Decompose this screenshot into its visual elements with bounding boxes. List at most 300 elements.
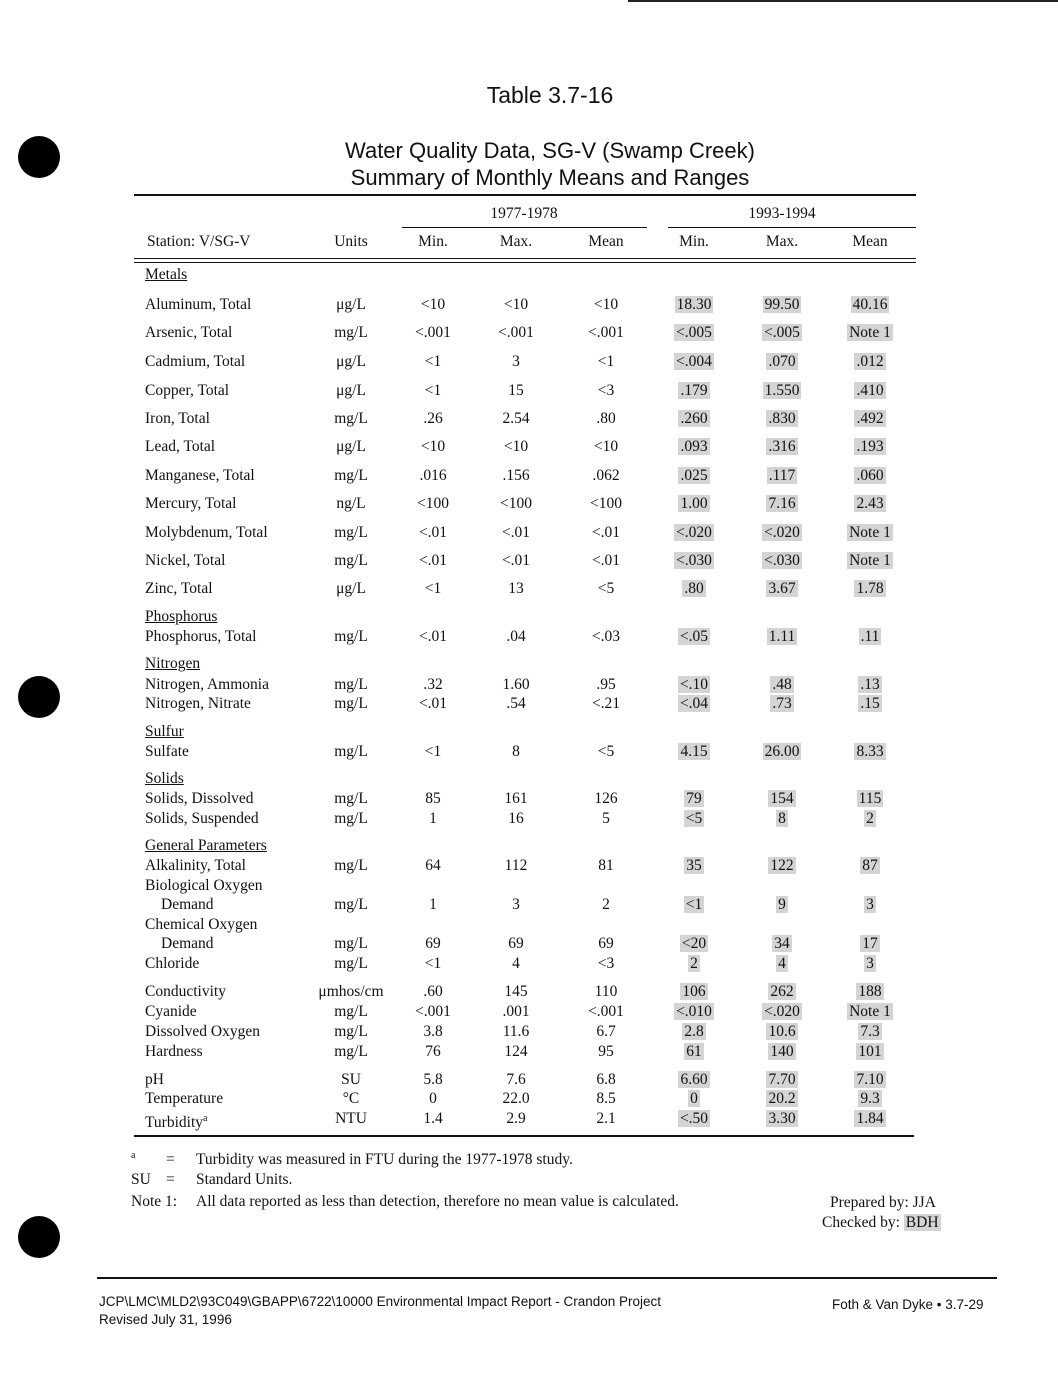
- value-1977-1978: <1: [424, 353, 442, 370]
- value-1977-1978: 5: [602, 810, 610, 827]
- value-1993-1994: [654, 676, 734, 694]
- value-1993-1994: [742, 955, 822, 973]
- value-1993-1994: [742, 324, 822, 342]
- highlighted-value: 34: [774, 935, 790, 952]
- footnote-key: SU: [131, 1171, 151, 1188]
- footer-page: Foth & Van Dyke • 3.7-29: [832, 1297, 984, 1312]
- highlighted-value: 7.70: [768, 1071, 796, 1088]
- units-cell: mg/L: [334, 935, 368, 952]
- value-1993-1994: [654, 1071, 734, 1089]
- value-1977-1978: 16: [508, 810, 524, 827]
- highlighted-value: 122: [770, 857, 794, 874]
- value-1993-1994: [830, 896, 910, 914]
- value-1993-1994: [654, 410, 734, 428]
- value-1993-1994: [742, 580, 822, 598]
- value-1993-1994: [654, 1090, 734, 1108]
- value-1977-1978: .54: [506, 695, 526, 712]
- parameter-label: Phosphorus, Total: [145, 628, 257, 645]
- value-1977-1978: <5: [597, 580, 615, 597]
- value-1977-1978: 2.1: [596, 1110, 616, 1127]
- value-1993-1994: [742, 552, 822, 570]
- highlighted-value: 20.2: [768, 1090, 796, 1107]
- value-1993-1994: [830, 324, 910, 342]
- value-1977-1978: 1.60: [502, 676, 530, 693]
- highlighted-value: 1.11: [768, 628, 796, 645]
- value-1993-1994: [742, 743, 822, 761]
- parameter-label: Hardness: [145, 1043, 203, 1060]
- value-1977-1978: .32: [423, 676, 443, 693]
- value-1977-1978: <100: [590, 495, 622, 512]
- units-cell: μg/L: [336, 353, 366, 370]
- footer-revised: Revised July 31, 1996: [99, 1312, 232, 1327]
- value-1977-1978: 6.7: [596, 1023, 616, 1040]
- value-1977-1978: 2.54: [502, 410, 530, 427]
- highlighted-value: .193: [856, 438, 884, 455]
- value-1977-1978: 81: [598, 857, 614, 874]
- value-1977-1978: 7.6: [506, 1071, 526, 1088]
- value-1977-1978: <.01: [501, 552, 531, 569]
- footnote-marker: a: [203, 1113, 208, 1124]
- parameter-label: Chloride: [145, 955, 200, 972]
- highlighted-value: 2.43: [856, 495, 884, 512]
- prepared-by: Prepared by: JJA: [830, 1194, 936, 1211]
- value-1993-1994: [654, 857, 734, 875]
- value-1977-1978: 6.8: [596, 1071, 616, 1088]
- units-cell: SU: [341, 1071, 361, 1088]
- highlighted-value: <.50: [679, 1110, 709, 1127]
- highlighted-value: 17: [862, 935, 878, 952]
- value-1977-1978: 8.5: [596, 1090, 616, 1107]
- value-1977-1978: <.03: [591, 628, 621, 645]
- highlighted-value: 7.10: [856, 1071, 884, 1088]
- period2-rule: [668, 227, 916, 228]
- value-1993-1994: [830, 524, 910, 542]
- units-cell: mg/L: [334, 1043, 368, 1060]
- highlighted-value: 8.33: [856, 743, 884, 760]
- value-1977-1978: 11.6: [502, 1023, 530, 1040]
- value-1993-1994: [830, 1110, 910, 1128]
- parameter-label: Demand: [161, 935, 214, 952]
- value-1993-1994: [830, 955, 910, 973]
- checked-by-initials: BDH: [905, 1214, 939, 1231]
- value-1977-1978: .95: [596, 676, 616, 693]
- value-1993-1994: [742, 935, 822, 953]
- value-1993-1994: [742, 410, 822, 428]
- highlighted-value: <.020: [764, 524, 800, 541]
- highlighted-value: .070: [768, 353, 796, 370]
- value-1993-1994: [830, 438, 910, 456]
- parameter-label: Manganese, Total: [145, 467, 255, 484]
- value-1993-1994: [742, 495, 822, 513]
- highlighted-value: 18.30: [676, 296, 712, 313]
- units-cell: mg/L: [334, 810, 368, 827]
- units-cell: mg/L: [334, 743, 368, 760]
- footnote-text: All data reported as less than detection, therefore no mean value is calculated.: [196, 1193, 679, 1210]
- value-1993-1994: [830, 935, 910, 953]
- value-1977-1978: <.001: [498, 324, 534, 341]
- value-1977-1978: <.01: [418, 695, 448, 712]
- value-1977-1978: 64: [425, 857, 441, 874]
- value-1993-1994: [654, 955, 734, 973]
- column-header-station: Station: V/SG-V: [147, 233, 251, 250]
- value-1977-1978: <3: [597, 382, 615, 399]
- group-heading: Solids: [145, 770, 184, 787]
- highlighted-value: .025: [680, 467, 708, 484]
- value-1993-1994: [830, 695, 910, 713]
- header-rule-2: [134, 262, 916, 263]
- highlighted-value: 10.6: [768, 1023, 796, 1040]
- parameter-label: Solids, Dissolved: [145, 790, 254, 807]
- highlighted-value: 2: [866, 810, 874, 827]
- table-title-line2: Summary of Monthly Means and Ranges: [350, 165, 750, 190]
- value-1977-1978: <.01: [591, 552, 621, 569]
- highlighted-value: 101: [858, 1043, 882, 1060]
- value-1993-1994: [830, 410, 910, 428]
- value-1977-1978: <3: [597, 955, 615, 972]
- value-1993-1994: [830, 467, 910, 485]
- value-1993-1994: [654, 580, 734, 598]
- highlighted-value: .11: [860, 628, 880, 645]
- value-1993-1994: [830, 628, 910, 646]
- value-1993-1994: [830, 676, 910, 694]
- value-1977-1978: <.01: [591, 524, 621, 541]
- value-1993-1994: [742, 857, 822, 875]
- highlighted-value: .15: [860, 695, 880, 712]
- highlighted-value: .316: [768, 438, 796, 455]
- value-1977-1978: <.001: [415, 324, 451, 341]
- highlighted-value: 61: [686, 1043, 702, 1060]
- units-cell: mg/L: [334, 628, 368, 645]
- value-1993-1994: [830, 1071, 910, 1089]
- value-1977-1978: <.01: [418, 552, 448, 569]
- value-1977-1978: <.001: [415, 1003, 451, 1020]
- value-1993-1994: [830, 1003, 910, 1021]
- value-1977-1978: <10: [593, 296, 619, 313]
- highlighted-value: 0: [690, 1090, 698, 1107]
- units-cell: °C: [342, 1090, 360, 1107]
- highlighted-value: 4.15: [680, 743, 708, 760]
- units-cell: μg/L: [336, 296, 366, 313]
- parameter-label: Dissolved Oxygen: [145, 1023, 260, 1040]
- units-cell: mg/L: [334, 695, 368, 712]
- units-cell: mg/L: [334, 1023, 368, 1040]
- highlighted-value: 99.50: [764, 296, 800, 313]
- value-1993-1994: [830, 983, 910, 1001]
- parameter-label: Conductivity: [145, 983, 226, 1000]
- value-1993-1994: [830, 580, 910, 598]
- value-1993-1994: [654, 524, 734, 542]
- parameter-label: Nitrogen, Nitrate: [145, 695, 251, 712]
- checked-by-label: Checked by:: [822, 1214, 900, 1231]
- value-1993-1994: [830, 296, 910, 314]
- units-cell: μg/L: [336, 438, 366, 455]
- value-1993-1994: [830, 1090, 910, 1108]
- value-1993-1994: [830, 810, 910, 828]
- highlighted-value: 140: [770, 1043, 794, 1060]
- highlighted-value: <5: [685, 810, 703, 827]
- value-1993-1994: [654, 695, 734, 713]
- highlighted-value: 35: [686, 857, 702, 874]
- value-1977-1978: <1: [424, 580, 442, 597]
- value-1993-1994: [742, 983, 822, 1001]
- value-1993-1994: [742, 382, 822, 400]
- highlighted-value: .012: [856, 353, 884, 370]
- parameter-label: Biological Oxygen: [145, 877, 263, 894]
- value-1993-1994: [654, 743, 734, 761]
- value-1977-1978: 8: [512, 743, 520, 760]
- parameter-label: Copper, Total: [145, 382, 230, 399]
- highlighted-value: .117: [768, 467, 796, 484]
- value-1993-1994: [654, 1003, 734, 1021]
- parameter-label: Sulfate: [145, 743, 189, 760]
- highlighted-value: 26.00: [764, 743, 800, 760]
- highlighted-value: 7.3: [860, 1023, 880, 1040]
- value-1977-1978: 3: [512, 896, 520, 913]
- footer-path: JCP\LMC\MLD2\93C049\GBAPP\6722\10000 Environmental Impact Report - Crandon Project: [99, 1294, 662, 1309]
- parameter-label: Nickel, Total: [145, 552, 226, 569]
- parameter-label: Nitrogen, Ammonia: [145, 676, 269, 693]
- highlighted-value: .093: [680, 438, 708, 455]
- highlighted-value: 79: [686, 790, 702, 807]
- highlighted-value: .410: [856, 382, 884, 399]
- value-1977-1978: <10: [420, 438, 446, 455]
- highlighted-value: Note 1: [849, 524, 891, 541]
- column-header: Min.: [679, 233, 709, 250]
- value-1977-1978: 95: [598, 1043, 614, 1060]
- value-1993-1994: [742, 790, 822, 808]
- value-1993-1994: [654, 324, 734, 342]
- value-1993-1994: [654, 353, 734, 371]
- units-cell: mg/L: [334, 552, 368, 569]
- value-1977-1978: <10: [503, 296, 529, 313]
- value-1993-1994: [742, 524, 822, 542]
- value-1977-1978: 1: [429, 810, 437, 827]
- value-1977-1978: 3: [512, 353, 520, 370]
- value-1993-1994: [742, 1090, 822, 1108]
- value-1977-1978: .26: [423, 410, 443, 427]
- highlighted-value: .830: [768, 410, 796, 427]
- parameter-label: Aluminum, Total: [145, 296, 252, 313]
- value-1977-1978: <10: [593, 438, 619, 455]
- highlighted-value: .48: [772, 676, 792, 693]
- highlighted-value: <20: [681, 935, 707, 952]
- highlighted-value: .80: [684, 580, 704, 597]
- value-1977-1978: <.21: [591, 695, 621, 712]
- parameter-label: Zinc, Total: [145, 580, 213, 597]
- column-header: Max.: [765, 233, 799, 250]
- table-title-line1: Water Quality Data, SG-V (Swamp Creek): [345, 138, 755, 163]
- highlighted-value: <1: [685, 896, 703, 913]
- column-header: Max.: [499, 233, 533, 250]
- value-1977-1978: <1: [597, 353, 615, 370]
- highlighted-value: 106: [682, 983, 706, 1000]
- highlighted-value: .73: [772, 695, 792, 712]
- parameter-label: Cyanide: [145, 1003, 197, 1020]
- parameter-label: Cadmium, Total: [145, 353, 246, 370]
- value-1977-1978: <.001: [588, 324, 624, 341]
- value-1977-1978: <1: [424, 955, 442, 972]
- value-1993-1994: [654, 1023, 734, 1041]
- parameter-label: Chemical Oxygen: [145, 916, 258, 933]
- parameter-label: pH: [145, 1071, 164, 1088]
- footnote-text: Turbidity was measured in FTU during the 1977-1978 study.: [196, 1151, 573, 1168]
- value-1993-1994: [742, 676, 822, 694]
- value-1977-1978: <100: [417, 495, 449, 512]
- parameter-label: Alkalinity, Total: [145, 857, 246, 874]
- value-1993-1994: [654, 1110, 734, 1128]
- units-cell: NTU: [335, 1110, 367, 1127]
- top-edge-rule: [628, 0, 1058, 2]
- value-1993-1994: [830, 353, 910, 371]
- highlighted-value: 2: [690, 955, 698, 972]
- highlighted-value: 1.550: [764, 382, 800, 399]
- parameter-label: Turbidity$^a$: [145, 1113, 208, 1132]
- value-1977-1978: <.01: [418, 524, 448, 541]
- table-number: Table 3.7-16: [486, 82, 614, 108]
- value-1977-1978: <100: [500, 495, 532, 512]
- highlighted-value: <.020: [764, 1003, 800, 1020]
- value-1993-1994: [654, 1043, 734, 1061]
- highlighted-value: 9.3: [860, 1090, 880, 1107]
- value-1977-1978: 112: [504, 857, 528, 874]
- footer-rule: [97, 1277, 997, 1279]
- value-1977-1978: <1: [424, 382, 442, 399]
- value-1977-1978: 1.4: [423, 1110, 443, 1127]
- footnote-separator: =: [166, 1151, 175, 1168]
- value-1993-1994: [830, 1043, 910, 1061]
- highlighted-value: 1.00: [680, 495, 708, 512]
- value-1977-1978: .80: [596, 410, 616, 427]
- highlighted-value: Note 1: [849, 1003, 891, 1020]
- footnote-key: Note 1:: [131, 1193, 178, 1210]
- value-1993-1994: [830, 1023, 910, 1041]
- units-cell: mg/L: [334, 790, 368, 807]
- units-cell: mg/L: [334, 676, 368, 693]
- parameter-label: Solids, Suspended: [145, 810, 259, 827]
- highlighted-value: 1.84: [856, 1110, 884, 1127]
- highlighted-value: 3.67: [768, 580, 796, 597]
- value-1977-1978: <10: [420, 296, 446, 313]
- value-1977-1978: 3.8: [423, 1023, 443, 1040]
- highlighted-value: <.004: [676, 353, 712, 370]
- units-cell: ng/L: [336, 495, 366, 512]
- punch-hole-middle: [18, 676, 60, 718]
- value-1977-1978: 0: [429, 1090, 437, 1107]
- highlighted-value: 115: [858, 790, 882, 807]
- value-1993-1994: [830, 495, 910, 513]
- header-rule-1: [134, 258, 916, 259]
- highlighted-value: <.005: [676, 324, 712, 341]
- value-1993-1994: [742, 1043, 822, 1061]
- highlighted-value: <.04: [679, 695, 709, 712]
- highlighted-value: 154: [770, 790, 794, 807]
- value-1993-1994: [742, 896, 822, 914]
- units-cell: mg/L: [334, 1003, 368, 1020]
- value-1993-1994: [742, 1003, 822, 1021]
- value-1993-1994: [742, 353, 822, 371]
- table-bottom-rule: [134, 1135, 914, 1137]
- highlighted-value: 6.60: [680, 1071, 708, 1088]
- value-1977-1978: 5.8: [423, 1071, 443, 1088]
- highlighted-value: 188: [858, 983, 882, 1000]
- value-1977-1978: 4: [512, 955, 520, 972]
- value-1977-1978: <.01: [501, 524, 531, 541]
- value-1977-1978: 1: [429, 896, 437, 913]
- units-cell: μg/L: [336, 382, 366, 399]
- highlighted-value: 2.8: [684, 1023, 704, 1040]
- punch-hole-bottom: [18, 1216, 60, 1258]
- period2-header: 1993-1994: [748, 205, 816, 222]
- value-1993-1994: [742, 1110, 822, 1128]
- highlighted-value: .260: [680, 410, 708, 427]
- value-1977-1978: 69: [425, 935, 441, 952]
- highlighted-value: Note 1: [849, 324, 891, 341]
- highlighted-value: 3.30: [768, 1110, 796, 1127]
- value-1977-1978: .04: [506, 628, 526, 645]
- value-1993-1994: [654, 438, 734, 456]
- value-1977-1978: 15: [508, 382, 524, 399]
- highlighted-value: 8: [778, 810, 786, 827]
- value-1993-1994: [654, 552, 734, 570]
- highlighted-value: <.010: [676, 1003, 712, 1020]
- value-1993-1994: [654, 935, 734, 953]
- value-1977-1978: 126: [594, 790, 618, 807]
- highlighted-value: <.020: [676, 524, 712, 541]
- units-cell: mg/L: [334, 467, 368, 484]
- units-cell: mg/L: [334, 524, 368, 541]
- parameter-label: Arsenic, Total: [145, 324, 233, 341]
- value-1993-1994: [654, 790, 734, 808]
- value-1977-1978: 85: [425, 790, 441, 807]
- highlighted-value: 9: [778, 896, 786, 913]
- highlighted-value: Note 1: [849, 552, 891, 569]
- group-heading: Metals: [145, 266, 188, 283]
- value-1993-1994: [742, 467, 822, 485]
- value-1977-1978: .062: [592, 467, 620, 484]
- footnote-text: Standard Units.: [196, 1171, 293, 1188]
- value-1977-1978: .001: [502, 1003, 530, 1020]
- value-1977-1978: 161: [504, 790, 528, 807]
- units-cell: mg/L: [334, 324, 368, 341]
- value-1977-1978: 76: [425, 1043, 441, 1060]
- period1-rule: [402, 227, 647, 228]
- highlighted-value: 4: [778, 955, 786, 972]
- parameter-label: Mercury, Total: [145, 495, 237, 512]
- value-1977-1978: 22.0: [502, 1090, 530, 1107]
- value-1993-1994: [830, 790, 910, 808]
- highlighted-value: 262: [770, 983, 794, 1000]
- value-1993-1994: [742, 296, 822, 314]
- value-1993-1994: [830, 552, 910, 570]
- value-1993-1994: [830, 743, 910, 761]
- highlighted-value: <.05: [679, 628, 709, 645]
- highlighted-value: .492: [856, 410, 884, 427]
- group-heading: Sulfur: [145, 723, 184, 740]
- column-header: Units: [334, 233, 368, 250]
- units-cell: mg/L: [334, 857, 368, 874]
- highlighted-value: .13: [860, 676, 880, 693]
- highlighted-value: <.030: [676, 552, 712, 569]
- column-header: Mean: [852, 233, 888, 250]
- value-1977-1978: 69: [598, 935, 614, 952]
- value-1977-1978: 110: [594, 983, 618, 1000]
- parameter-label: Temperature: [145, 1090, 224, 1107]
- value-1993-1994: [654, 495, 734, 513]
- highlighted-value: .060: [856, 467, 884, 484]
- group-heading: Nitrogen: [145, 655, 201, 672]
- table-top-rule: [134, 194, 916, 196]
- units-cell: mg/L: [334, 896, 368, 913]
